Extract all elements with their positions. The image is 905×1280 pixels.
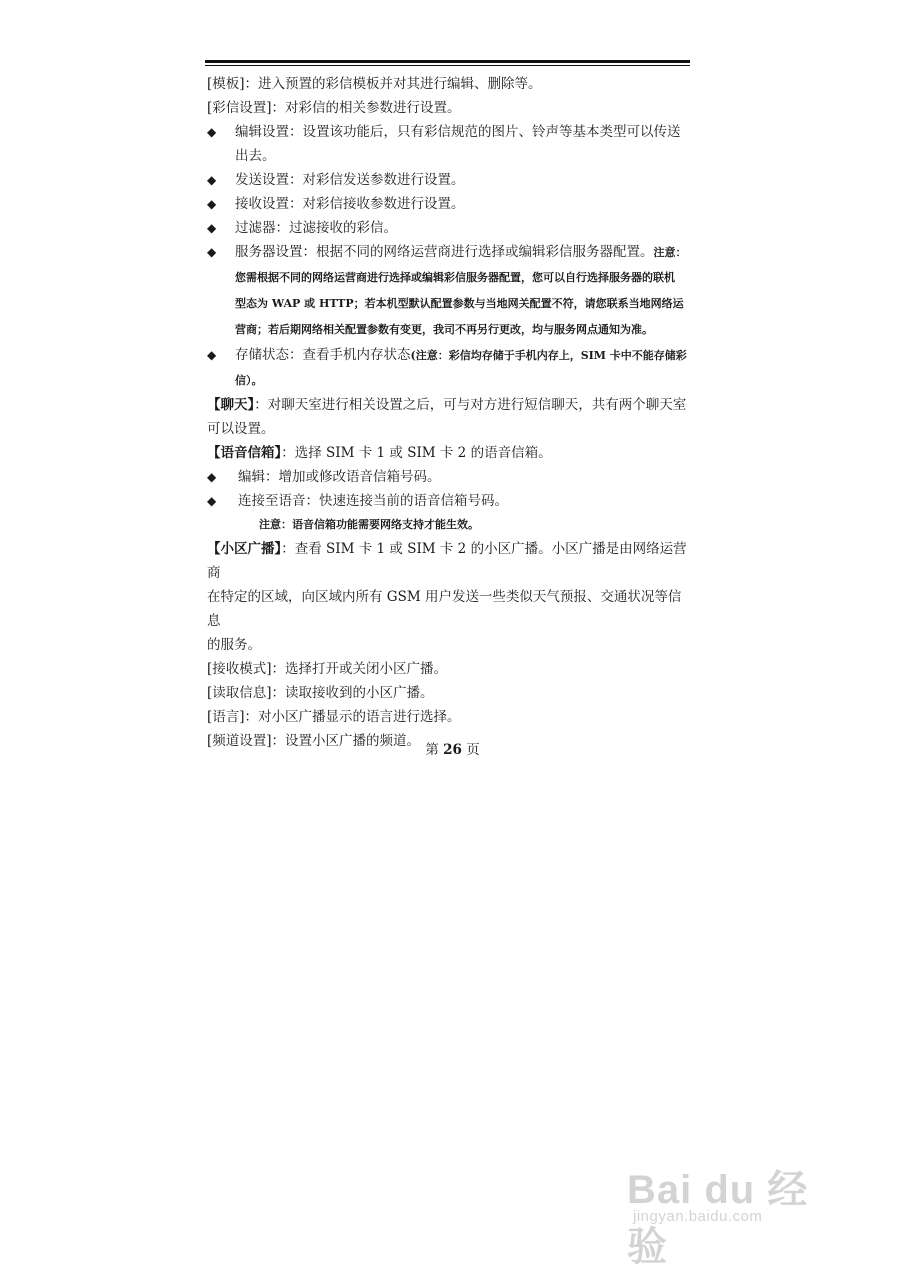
edit-settings-item [207,120,691,168]
voicemail-body: ：选择 SIM 卡 1 或 SIM 卡 2 的语音信箱。 [281,445,552,461]
cb-channel-line: [频道设置]：设置小区广播的频道。 [207,733,421,749]
page-body [207,72,691,753]
chat-paragraph [207,393,691,441]
page-number-prefix: 第 [425,742,439,758]
storage-status-text: 存储状态：查看手机内存状态 [235,347,411,363]
diamond-bullet-icon: ◆ [207,221,217,235]
cb-read-line: [读取信息]：读取接收到的小区广播。 [207,685,434,701]
server-note-line-3: 营商；若后期网络相关配置参数有变更，我司不再另行更改，均与服务网点通知为准。 [235,323,653,336]
edit-settings-text-cont: 出去。 [235,148,276,164]
watermark-url: jingyan.baidu.com [633,1208,763,1225]
receive-settings-text: 接收设置：对彩信接收参数进行设置。 [235,196,465,212]
cell-broadcast-body: ：查看 SIM 卡 1 或 SIM 卡 2 的小区广播。小区广播是由网络运营商 [207,541,687,581]
diamond-bullet-icon: ◆ [207,470,217,484]
diamond-bullet-icon: ◆ [207,494,217,508]
page-number-value: 26 [443,742,462,758]
baidu-watermark [627,1140,847,1269]
server-note-line-2: 型态为 WAP 或 HTTP；若本机型默认配置参数与当地网关配置不符，请您联系当地网络运 [235,297,684,310]
diamond-bullet-icon: ◆ [207,173,217,187]
mms-template-line: [模板]：进入预置的彩信模板并对其进行编辑、删除等。 [207,76,542,92]
voicemail-edit-text: 编辑：增加或修改语音信箱号码。 [238,469,441,485]
voicemail-connect-text: 连接至语音：快速连接当前的语音信箱号码。 [238,493,508,509]
page-number-suffix: 页 [466,742,480,758]
storage-note: (注意：彩信均存储于手机内存上，SIM 卡中不能存储彩 [410,349,687,362]
cell-broadcast-body-2: 在特定的区域，向区域内所有 GSM 用户发送一些类似天气预报、交通状况等信息 [207,589,682,629]
storage-note-cont: 信）。 [235,374,263,387]
cb-receive-mode-line: [接收模式]：选择打开或关闭小区广播。 [207,661,448,677]
cell-broadcast-heading: 【小区广播】 [207,541,282,557]
cb-language-line: [语言]：对小区广播显示的语言进行选择。 [207,709,461,725]
diamond-bullet-icon: ◆ [207,245,217,259]
cell-broadcast-body-3: 的服务。 [207,637,261,653]
diamond-bullet-icon: ◆ [207,197,217,211]
diamond-bullet-icon: ◆ [207,348,217,362]
server-note-line-1: 您需根据不同的网络运营商进行选择或编辑彩信服务器配置，您可以自行选择服务器的联机 [235,271,675,284]
mms-settings-line: [彩信设置]：对彩信的相关参数进行设置。 [207,100,461,116]
diamond-bullet-icon: ◆ [207,125,217,139]
chat-heading: 【聊天】 [207,397,255,413]
voicemail-note: 注意：语音信箱功能需要网络支持才能生效。 [259,518,479,531]
filter-text: 过滤器：过滤接收的彩信。 [235,220,397,236]
page-number [0,738,905,758]
server-note-label: 注意： [653,246,687,259]
header-rule-thick [205,60,690,63]
edit-settings-text: 编辑设置：设置该功能后，只有彩信规范的图片、铃声等基本类型可以传送 [235,124,681,140]
cell-broadcast-paragraph [207,537,691,657]
receive-settings-item [207,192,691,216]
chat-body: ：对聊天室进行相关设置之后，可与对方进行短信聊天，共有两个聊天室 [254,397,687,413]
header-rule-thin [205,65,690,66]
storage-status-item [207,343,691,393]
server-settings-item [207,240,691,343]
voicemail-edit-item [207,465,691,489]
voicemail-heading: 【语音信箱】 [207,445,282,461]
server-note [235,265,691,343]
server-settings-text: 服务器设置：根据不同的网络运营商进行选择或编辑彩信服务器配置。 [235,244,654,260]
voicemail-connect-item [207,489,691,513]
chat-body-cont: 可以设置。 [207,421,275,437]
send-settings-item [207,168,691,192]
voicemail-paragraph [207,441,691,465]
filter-item [207,216,691,240]
send-settings-text: 发送设置：对彩信发送参数进行设置。 [235,172,465,188]
watermark-brand: Bai du 经验 [627,1168,809,1269]
